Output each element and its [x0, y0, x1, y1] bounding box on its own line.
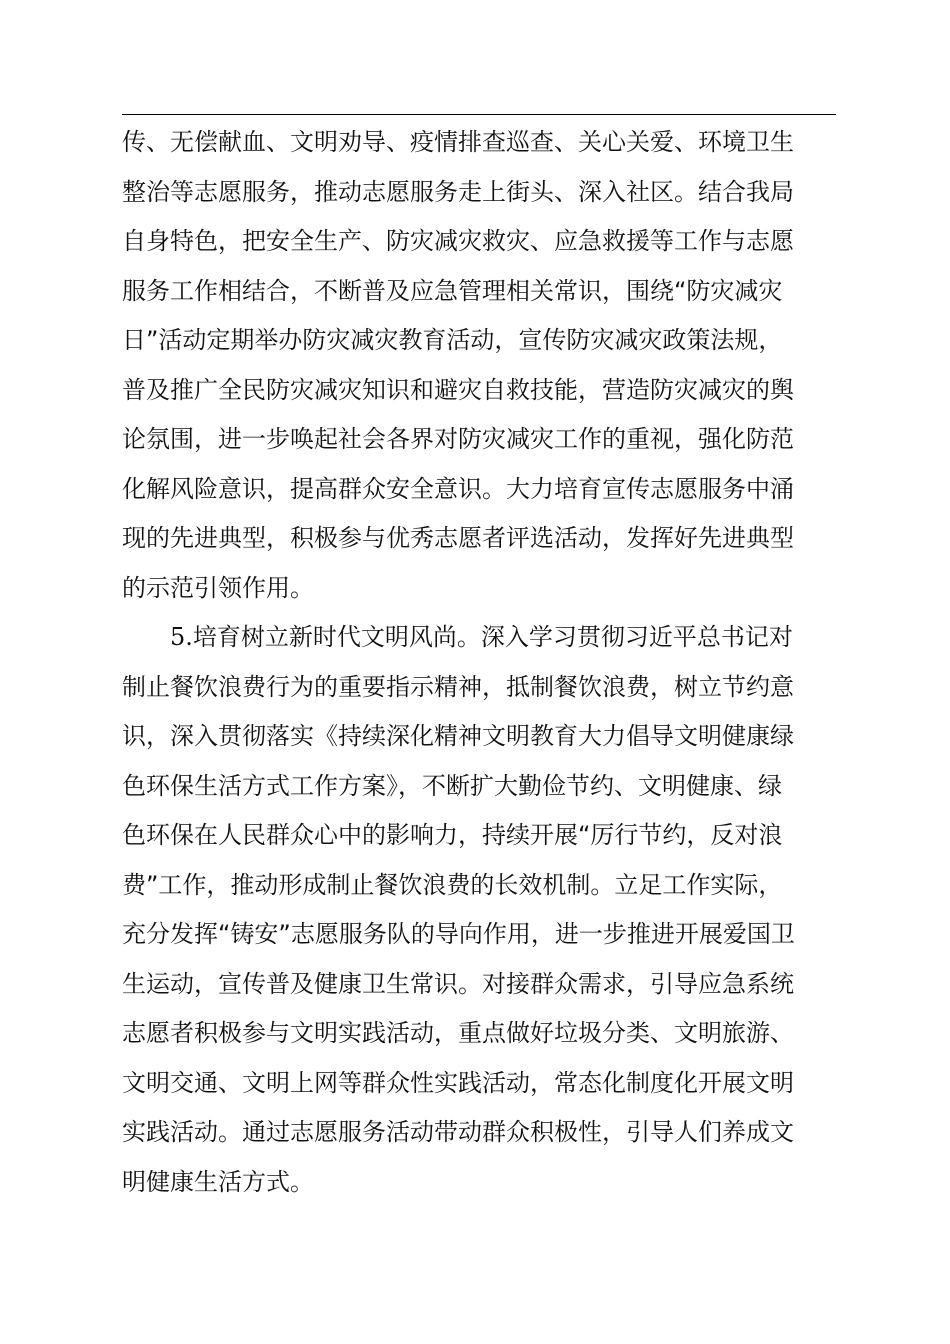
- text-line: 费”工作，推动形成制止餐饮浪费的长效机制。立足工作实际，: [122, 870, 783, 899]
- text-line: 自身特色，把安全生产、防灾减灾救灾、应急救援等工作与志愿: [122, 227, 794, 255]
- text-line: 论氛围，进一步唤起社会各界对防灾减灾工作的重视，强化防范: [122, 425, 794, 453]
- text-line: 普及推广全民防灾减灾知识和避灾自救技能，营造防灾减灾的舆: [122, 375, 794, 404]
- text-line: 现的先进典型，积极参与优秀志愿者评选活动，发挥好先进典型: [122, 524, 794, 552]
- header-rule: [122, 114, 836, 115]
- text-line: 生运动，宣传普及健康卫生常识。对接群众需求，引导应急系统: [122, 969, 794, 998]
- text-line: 化解风险意识，提高群众安全意识。大力培育宣传志愿服务中涌: [122, 474, 794, 503]
- text-line: 制止餐饮浪费行为的重要指示精神，抵制餐饮浪费，树立节约意: [122, 672, 794, 701]
- text-line: 色环保在人民群众心中的影响力，持续开展“厉行节约，反对浪: [122, 821, 783, 849]
- text-line: 充分发挥“铸安”志愿服务队的导向作用，进一步推进开展爱国卫: [122, 920, 795, 948]
- text-line: 的示范引领作用。: [122, 573, 314, 602]
- text-line: 整治等志愿服务，推动志愿服务走上街头、深入社区。结合我局: [122, 177, 794, 206]
- text-line: 识，深入贯彻落实《持续深化精神文明教育大力倡导文明健康绿: [122, 722, 794, 750]
- paragraph-heading-text: 培育树立新时代文明风尚。深入学习贯彻习近平总书记对: [192, 623, 793, 651]
- text-line: 传、无偿献血、文明劝导、疫情排查巡查、关心关爱、环境卫生: [122, 128, 794, 156]
- text-line: 文明交通、文明上网等群众性实践活动，常态化制度化开展文明: [122, 1068, 794, 1097]
- document-body: [122, 118, 842, 1207]
- text-line: 明健康生活方式。: [122, 1167, 314, 1196]
- text-line: 志愿者积极参与文明实践活动，重点做好垃圾分类、文明旅游、: [122, 1019, 794, 1047]
- paragraph-5-first-line: [122, 613, 842, 663]
- text-line: 服务工作相结合，不断普及应急管理相关常识，围绕“防灾减灾: [122, 276, 783, 305]
- text-line: 日”活动定期举办防灾减灾教育活动，宣传防灾减灾政策法规，: [122, 326, 783, 354]
- text-line: 实践活动。通过志愿服务活动带动群众积极性，引导人们养成文: [122, 1118, 794, 1146]
- text-line: 色环保生活方式工作方案》，不断扩大勤俭节约、文明健康、绿: [122, 771, 782, 800]
- paragraph-number: 5.: [170, 623, 193, 651]
